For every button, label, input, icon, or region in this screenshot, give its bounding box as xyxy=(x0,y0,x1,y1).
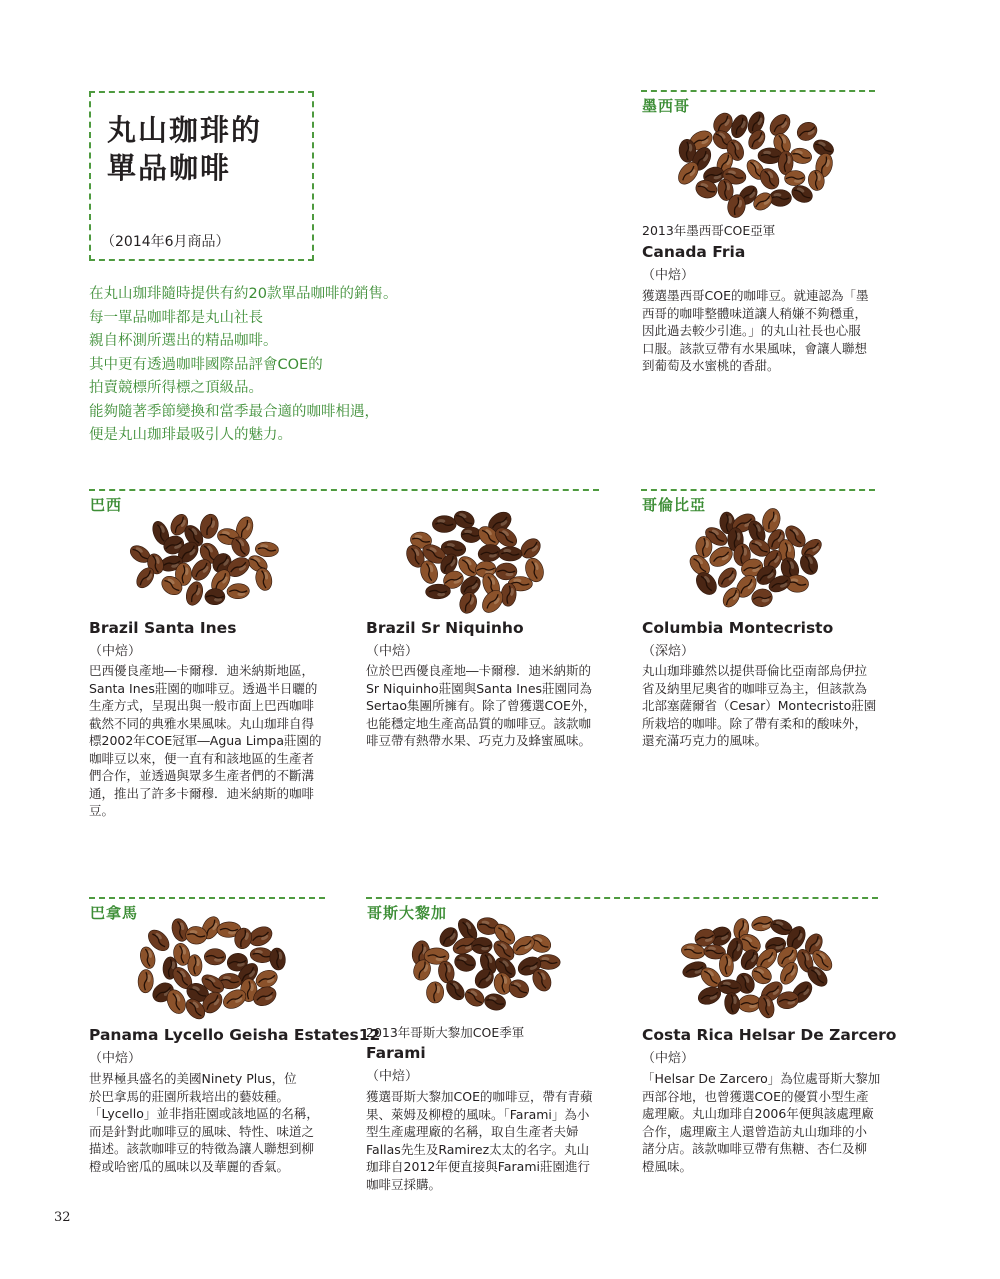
region-divider xyxy=(641,90,875,92)
coffee-bean xyxy=(696,536,712,557)
roast-level: （中焙） xyxy=(642,268,695,283)
description-line: 獲選哥斯大黎加COE的咖啡豆，帶有青蘋 xyxy=(366,1089,593,1104)
coffee-description xyxy=(366,662,606,750)
description-line: 到葡萄及水蜜桃的香甜。 xyxy=(642,358,780,373)
coffee-description xyxy=(89,662,329,820)
description-line: 而是針對此咖啡豆的風味、特性、味道之 xyxy=(89,1123,315,1139)
intro-line: 其中更有透過咖啡國際品評會COE的 xyxy=(89,356,323,373)
description-line: 咖啡豆以來，便一直有和該地區的生產者 xyxy=(89,750,315,766)
coffee-description xyxy=(642,662,882,750)
description-line: 口服。該款豆帶有水果風味，會讓人聯想 xyxy=(642,340,868,356)
region-label-colombia: 哥倫比亞 xyxy=(642,496,707,514)
coffee-bean xyxy=(426,982,444,1003)
coffee-bean xyxy=(797,551,821,577)
coffee-name: Columbia Montecristo xyxy=(642,619,834,637)
coffee-bean xyxy=(138,969,154,993)
coffee-description xyxy=(366,1088,606,1193)
description-line: 合作，處理廠主人還曾造訪丸山珈琲的小 xyxy=(642,1123,868,1139)
region-divider xyxy=(641,489,875,491)
coffee-name: Farami xyxy=(366,1044,426,1062)
description-line: 也能穩定地生產高品質的咖啡豆。該款咖 xyxy=(366,715,592,731)
description-line: 獲選墨西哥COE的咖啡豆。就連認為「墨 xyxy=(642,288,869,303)
description-line: 北部塞薩爾省（Cesar）Montecristo莊園 xyxy=(642,698,877,713)
description-line: 還充滿巧克力的風味。 xyxy=(642,733,768,748)
description-line: Fallas先生及Ramirez太太的名字。丸山 xyxy=(366,1141,590,1157)
description-line: 諸分店。該款咖啡豆帶有焦糖、杏仁及柳 xyxy=(642,1141,868,1156)
coffee-name: Costa Rica Helsar De Zarcero xyxy=(642,1026,897,1044)
coffee-name: Panama Lycello Geisha Estates12 xyxy=(89,1026,381,1044)
coffee-bean xyxy=(461,527,481,543)
coffee-bean xyxy=(483,992,507,1012)
description-line: 「Lycello」並非指莊園或該地區的名稱， xyxy=(89,1106,319,1121)
coffee-beans-photo-sr-niquinho xyxy=(400,508,550,614)
region-divider xyxy=(89,489,599,491)
coffee-beans-photo-farami xyxy=(405,916,565,1016)
coffee-description xyxy=(642,287,882,375)
coffee-description xyxy=(642,1070,882,1175)
intro-line: 在丸山珈琲隨時提供有約20款單品咖啡的銷售。 xyxy=(89,286,398,302)
coffee-bean xyxy=(432,516,456,533)
roast-level: （中焙） xyxy=(366,644,419,659)
coffee-bean xyxy=(462,985,488,1010)
roast-level: （中焙） xyxy=(89,644,142,659)
description-line: 橙風味。 xyxy=(642,1158,693,1174)
title-line-2: 單品咖啡 xyxy=(107,151,232,185)
description-line: 果、萊姆及柳橙的風味。「Farami」為小 xyxy=(366,1106,590,1122)
coffee-name: Brazil Santa Ines xyxy=(89,619,237,637)
description-line: 西部谷地，也曾獲選COE的優質小型生產 xyxy=(642,1088,869,1104)
coffee-bean xyxy=(255,541,279,557)
roast-level: （中焙） xyxy=(89,1051,142,1066)
coffee-beans-photo-helsar xyxy=(675,913,835,1017)
description-line: 世界極具盛名的美國Ninety Plus，位 xyxy=(89,1071,297,1086)
region-divider xyxy=(89,897,325,899)
description-line: 啡豆帶有熱帶水果、巧克力及蜂蜜風味。 xyxy=(366,733,592,748)
award-text: 2013年哥斯大黎加COE季軍 xyxy=(366,1025,525,1040)
description-line: 標2002年COE冠軍―Agua Limpa莊園的 xyxy=(89,733,322,748)
description-line: 因此過去較少引進。」的丸山社長也心服 xyxy=(642,323,861,338)
coffee-bean xyxy=(204,949,225,965)
description-line: Sertao集團所擁有。除了曾獲選COE外， xyxy=(366,698,596,713)
description-line: 描述。該款咖啡豆的特徵為讓人聯想到柳 xyxy=(89,1141,315,1156)
coffee-bean xyxy=(425,584,451,600)
roast-level: （中焙） xyxy=(642,1051,695,1066)
coffee-bean xyxy=(269,947,287,971)
roast-level: （中焙） xyxy=(366,1069,419,1084)
description-line: 通，推出了許多卡爾穆．迪米納斯的咖啡 xyxy=(89,785,315,801)
coffee-bean xyxy=(453,951,478,973)
page-number: 32 xyxy=(54,1210,71,1225)
description-line: 省及納里尼奧省的咖啡豆為主，但該款為 xyxy=(642,680,868,696)
intro-paragraph xyxy=(89,283,419,448)
description-line: 處理廠。丸山珈琲自2006年便與該處理廠 xyxy=(642,1106,874,1121)
intro-line: 每一單品咖啡都是丸山社長 xyxy=(89,309,263,326)
description-line: 丸山珈琲雖然以提供哥倫比亞南部烏伊拉 xyxy=(642,663,868,678)
description-line: 所栽培的咖啡。除了帶有柔和的酸味外， xyxy=(642,715,868,731)
intro-line: 便是丸山珈琲最吸引人的魅力。 xyxy=(89,427,292,443)
coffee-beans-photo-lycello xyxy=(125,912,295,1022)
coffee-beans-photo-mexico xyxy=(672,108,842,220)
description-line: 位於巴西優良產地―卡爾穆．迪米納斯的 xyxy=(366,663,592,678)
coffee-bean xyxy=(692,569,720,599)
description-line: 西哥的咖啡整體味道讓人稍嫌不夠穩重， xyxy=(642,305,868,321)
title-line-1: 丸山珈琲的 xyxy=(107,113,263,147)
coffee-bean xyxy=(499,547,522,561)
award-text: 2013年墨西哥COE亞軍 xyxy=(642,223,776,238)
coffee-bean xyxy=(728,113,750,140)
coffee-bean xyxy=(517,535,544,562)
coffee-bean xyxy=(138,945,157,970)
region-label-brazil: 巴西 xyxy=(90,496,123,514)
page-title xyxy=(107,111,262,187)
region-label-mexico: 墨西哥 xyxy=(642,97,691,115)
title-box xyxy=(89,91,314,261)
description-line: Santa Ines莊園的咖啡豆。透過半日曬的 xyxy=(89,680,318,696)
region-label-costa-rica: 哥斯大黎加 xyxy=(367,904,448,922)
description-line: 咖啡豆採購。 xyxy=(366,1176,442,1192)
coffee-bean xyxy=(457,590,479,615)
coffee-name: Canada Fria xyxy=(642,243,746,261)
roast-level: （深焙） xyxy=(642,644,695,659)
region-divider xyxy=(366,897,878,899)
description-line: 巴西優良產地―卡爾穆．迪米納斯地區， xyxy=(89,663,315,678)
coffee-bean xyxy=(187,954,202,976)
description-line: 珈琲自2012年便直接與Farami莊園進行 xyxy=(366,1159,590,1174)
description-line: 豆。 xyxy=(89,803,115,818)
coffee-description xyxy=(89,1070,329,1175)
coffee-bean xyxy=(205,588,226,605)
intro-line: 親自杯測所選出的精品咖啡。 xyxy=(89,333,278,349)
description-line: 截然不同的典雅水果風味。丸山珈琲自得 xyxy=(89,715,315,731)
description-line: Sr Niquinho莊園與Santa Ines莊園同為 xyxy=(366,680,593,696)
coffee-bean xyxy=(715,564,740,590)
coffee-bean xyxy=(723,992,740,1015)
coffee-beans-photo-santa-ines xyxy=(125,510,285,610)
description-line: 型生產處理廠的名稱，取自生產者夫婦 xyxy=(366,1124,579,1139)
region-label-panama: 巴拿馬 xyxy=(90,904,139,922)
coffee-name: Brazil Sr Niquinho xyxy=(366,619,524,637)
coffee-bean xyxy=(794,119,820,144)
coffee-bean xyxy=(227,583,250,599)
coffee-bean xyxy=(769,190,791,207)
description-line: 於巴拿馬的莊園所栽培出的藝妓種。 xyxy=(89,1088,290,1104)
description-line: 們合作，並透過與眾多生產者們的不斷溝 xyxy=(89,768,315,783)
intro-line: 拍賣競標所得標之頂級品。 xyxy=(89,380,263,396)
intro-line: 能夠隨著季節變換和當季最合適的咖啡相遇， xyxy=(89,403,379,420)
description-line: 生產方式，呈現出與一般市面上巴西咖啡 xyxy=(89,698,315,713)
date-note: （2014年6月商品） xyxy=(101,234,230,250)
description-line: 橙或哈密瓜的風味以及華麗的香氣。 xyxy=(89,1158,290,1174)
description-line: 「Helsar De Zarcero」為位處哥斯大黎加 xyxy=(642,1071,881,1086)
coffee-beans-photo-montecristo xyxy=(680,507,830,611)
